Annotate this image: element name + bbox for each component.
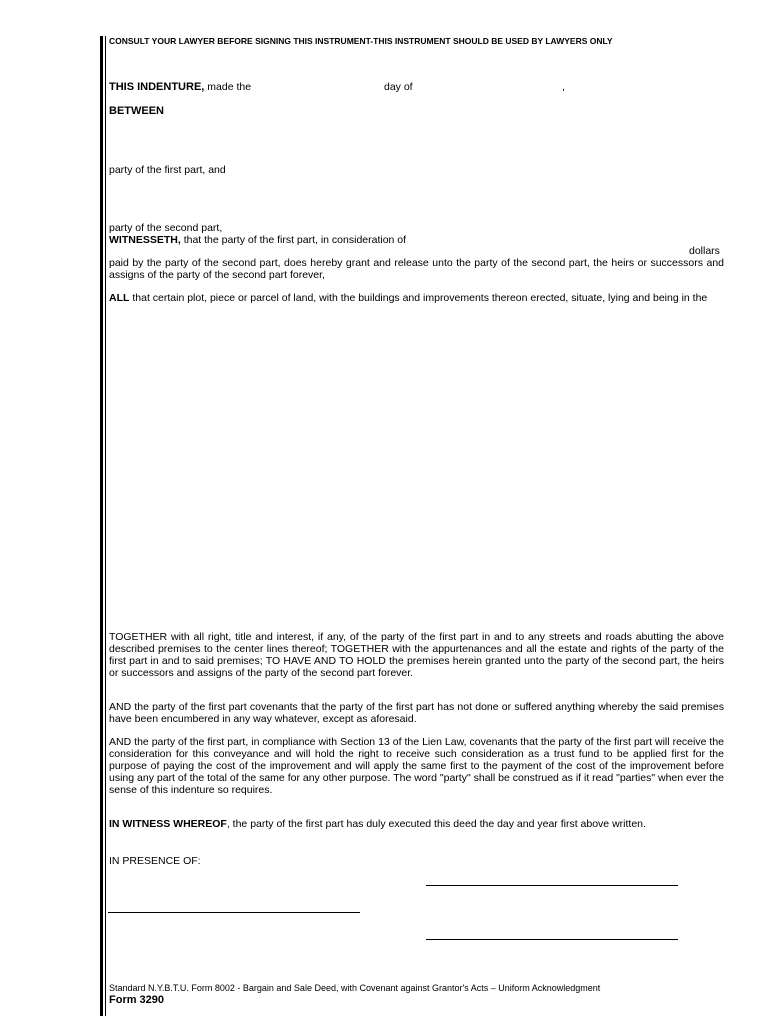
indenture-label: THIS INDENTURE, (109, 81, 205, 93)
signature-line-grantor-2[interactable] (426, 939, 678, 940)
lawyer-warning-header: CONSULT YOUR LAWYER BEFORE SIGNING THIS INSTRUMENT-THIS INSTRUMENT SHOULD BE USED BY LAWYERS ONLY (109, 36, 613, 46)
day-of-text: day of (384, 81, 413, 93)
date-comma: , (562, 81, 565, 93)
together-paragraph: TOGETHER with all right, title and interest, if any, of the party of the first part in and to any streets and roads abutting the above described premises to the center lines thereof; TOGETHER with the appurtenances and all the estate and rights of the party of the first part in and to said premises; TO HAVE AND TO HOLD the premises herein granted unto the party of the second part, the heirs or successors and assigns of the party of the second part forever. (109, 631, 724, 679)
second-party-text: party of the second part, (109, 222, 223, 234)
all-label: ALL (109, 292, 130, 304)
all-text: that certain plot, piece or parcel of land, with the buildings and improvements thereon erected, situate, lying and being in the (132, 292, 708, 304)
signature-line-grantor-1[interactable] (426, 885, 678, 886)
witnesseth-line (109, 234, 406, 246)
witness-paragraph (109, 818, 724, 830)
covenant-paragraph: AND the party of the first part covenants that the party of the first part has not done or suffered anything whereby the said premises have been encumbered in any way whatever, except as aforesaid. (109, 701, 724, 725)
form-description: Standard N.Y.B.T.U. Form 8002 - Bargain and Sale Deed, with Covenant against Grantor's Acts – Uniform Acknowledgment (109, 983, 601, 993)
witnesseth-text: that the party of the first part, in consideration of (183, 234, 407, 246)
between-label: BETWEEN (109, 105, 164, 117)
lien-law-paragraph: AND the party of the first part, in compliance with Section 13 of the Lien Law, covenants that the party of the first part will receive the consideration for this conveyance and will hold the right to receive such consideration as a trust fund to be applied first for the purpose of paying the cost of the improvement and will apply the same first to the payment of the cost of the improvement before using any part of the total of the same for any other purpose. The word "party" shall be construed as if it read "parties" when ever the sense of this indenture so requires. (109, 736, 724, 796)
grant-paragraph: paid by the party of the second part, does hereby grant and release unto the party of the second part, the heirs or successors and assigns of the party of the second part forever, (109, 257, 724, 281)
witness-label: IN WITNESS WHEREOF (109, 818, 227, 830)
form-number: Form 3290 (109, 994, 165, 1006)
witnesseth-label: WITNESSETH, (109, 234, 181, 246)
margin-rule-thick (100, 36, 103, 1016)
made-the-text: made the (207, 81, 252, 93)
first-party-text: party of the first part, and (109, 164, 226, 176)
witness-text: , the party of the first part has duly executed this deed the day and year first above written. (226, 818, 646, 830)
presence-label: IN PRESENCE OF: (109, 855, 201, 867)
indenture-line (109, 81, 251, 93)
signature-line-witness[interactable] (108, 912, 360, 913)
dollars-text: dollars (689, 245, 720, 257)
all-paragraph (109, 292, 724, 304)
margin-rule-thin (105, 36, 106, 1016)
